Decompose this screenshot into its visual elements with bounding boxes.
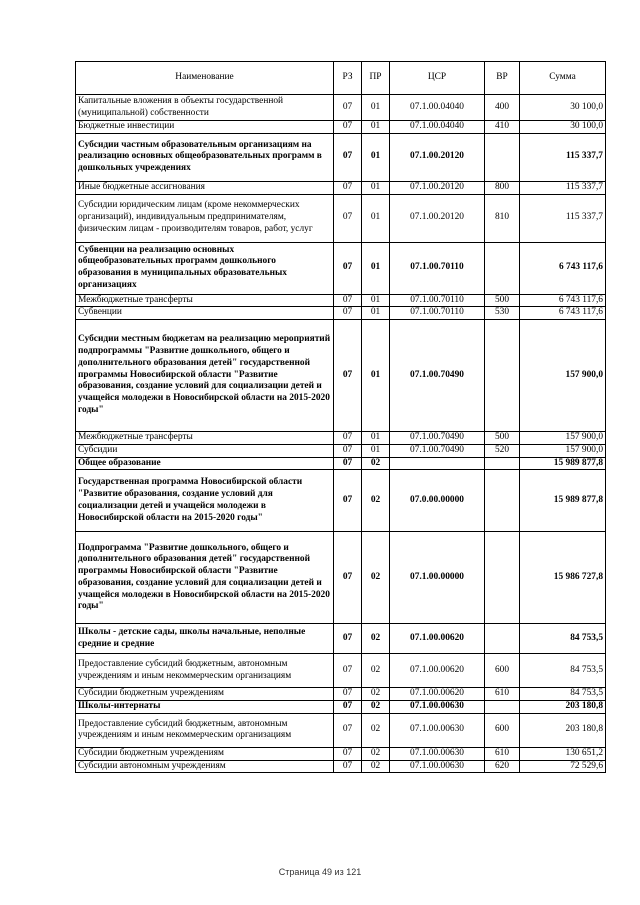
cell-pr: 01	[362, 444, 390, 457]
cell-sum: 203 180,8	[520, 713, 606, 747]
cell-pr: 01	[362, 320, 390, 432]
cell-name: Предоставление субсидий бюджетным, автономным учреждениям и иным некоммерческим организациям	[76, 654, 334, 688]
table-row	[76, 320, 606, 432]
cell-pr: 02	[362, 532, 390, 624]
cell-name: Бюджетные инвестиции	[76, 121, 334, 134]
cell-vr	[485, 457, 520, 470]
cell-name: Субсидии	[76, 444, 334, 457]
cell-name: Субсидии юридическим лицам (кроме некоммерческих организаций), индивидуальным предпринимателям, физическим лицам - производителям товаров, работ, услуг	[76, 194, 334, 242]
cell-sum: 30 100,0	[520, 95, 606, 121]
cell-sum: 115 337,7	[520, 181, 606, 194]
cell-name: Субвенции	[76, 307, 334, 320]
cell-sum: 115 337,7	[520, 133, 606, 181]
cell-name: Субсидии бюджетным учреждениям	[76, 688, 334, 701]
cell-pr: 02	[362, 701, 390, 714]
cell-csr: 07.1.00.00630	[390, 747, 485, 760]
cell-csr: 07.1.00.70490	[390, 432, 485, 445]
header-name: Наименование	[76, 62, 334, 95]
cell-rz: 07	[334, 654, 362, 688]
cell-sum: 15 986 727,8	[520, 532, 606, 624]
cell-name: Субсидии местным бюджетам на реализацию мероприятий подпрограммы "Развитие дошкольного, общего и дополнительного образования детей" государственной программы Новосибирской области "Развитие образования, создание условий для социализации детей и учащейся молодежи в Новосибирской области на 2015-2020 годы"	[76, 320, 334, 432]
cell-sum: 6 743 117,6	[520, 307, 606, 320]
table-row	[76, 194, 606, 242]
cell-sum: 84 753,5	[520, 624, 606, 654]
cell-pr: 01	[362, 307, 390, 320]
cell-pr: 01	[362, 194, 390, 242]
cell-rz: 07	[334, 532, 362, 624]
table-row	[76, 701, 606, 714]
table-row	[76, 121, 606, 134]
cell-pr: 02	[362, 457, 390, 470]
cell-vr: 600	[485, 713, 520, 747]
cell-name: Субсидии частным образовательным организациям на реализацию основных общеобразовательных программ в дошкольных учреждениях	[76, 133, 334, 181]
cell-sum: 130 651,2	[520, 747, 606, 760]
header-vr: ВР	[485, 62, 520, 95]
cell-rz: 07	[334, 624, 362, 654]
table-row	[76, 444, 606, 457]
table-row	[76, 470, 606, 532]
cell-sum: 15 989 877,8	[520, 457, 606, 470]
cell-pr: 01	[362, 294, 390, 307]
cell-vr: 620	[485, 760, 520, 773]
cell-pr: 02	[362, 688, 390, 701]
cell-name: Субвенции на реализацию основных общеобразовательных программ дошкольного образования в муниципальных образовательных организациях	[76, 242, 334, 294]
cell-rz: 07	[334, 294, 362, 307]
table-row	[76, 181, 606, 194]
cell-vr	[485, 624, 520, 654]
cell-sum: 157 900,0	[520, 320, 606, 432]
cell-csr: 07.0.00.00000	[390, 470, 485, 532]
cell-sum: 115 337,7	[520, 194, 606, 242]
cell-vr: 610	[485, 747, 520, 760]
cell-csr: 07.1.00.00630	[390, 760, 485, 773]
cell-sum: 6 743 117,6	[520, 242, 606, 294]
cell-csr: 07.1.00.00620	[390, 654, 485, 688]
cell-vr	[485, 532, 520, 624]
table-row	[76, 133, 606, 181]
cell-vr	[485, 320, 520, 432]
cell-csr: 07.1.00.04040	[390, 121, 485, 134]
cell-rz: 07	[334, 760, 362, 773]
cell-sum: 72 529,6	[520, 760, 606, 773]
cell-csr: 07.1.00.70110	[390, 294, 485, 307]
table-row	[76, 713, 606, 747]
cell-name: Школы-интернаты	[76, 701, 334, 714]
cell-vr: 800	[485, 181, 520, 194]
cell-rz: 07	[334, 133, 362, 181]
header-sum: Сумма	[520, 62, 606, 95]
cell-csr: 07.1.00.20120	[390, 194, 485, 242]
cell-rz: 07	[334, 181, 362, 194]
cell-csr: 07.1.00.70110	[390, 242, 485, 294]
cell-vr	[485, 133, 520, 181]
cell-name: Межбюджетные трансферты	[76, 294, 334, 307]
cell-csr: 07.1.00.70490	[390, 320, 485, 432]
cell-rz: 07	[334, 457, 362, 470]
cell-rz: 07	[334, 242, 362, 294]
cell-sum: 203 180,8	[520, 701, 606, 714]
cell-pr: 02	[362, 713, 390, 747]
cell-rz: 07	[334, 307, 362, 320]
cell-name: Предоставление субсидий бюджетным, автономным учреждениям и иным некоммерческим организациям	[76, 713, 334, 747]
cell-name: Иные бюджетные ассигнования	[76, 181, 334, 194]
cell-name: Государственная программа Новосибирской области "Развитие образования, создание условий для социализации детей и учащейся молодежи в Новосибирской области на 2015-2020 годы"	[76, 470, 334, 532]
cell-rz: 07	[334, 95, 362, 121]
cell-sum: 6 743 117,6	[520, 294, 606, 307]
cell-vr: 520	[485, 444, 520, 457]
cell-vr: 600	[485, 654, 520, 688]
cell-pr: 02	[362, 624, 390, 654]
cell-rz: 07	[334, 701, 362, 714]
cell-vr	[485, 701, 520, 714]
cell-csr: 07.1.00.04040	[390, 95, 485, 121]
cell-name: Межбюджетные трансферты	[76, 432, 334, 445]
cell-pr: 01	[362, 121, 390, 134]
cell-csr: 07.1.00.20120	[390, 133, 485, 181]
cell-pr: 01	[362, 242, 390, 294]
cell-rz: 07	[334, 432, 362, 445]
cell-rz: 07	[334, 121, 362, 134]
cell-name: Субсидии бюджетным учреждениям	[76, 747, 334, 760]
header-rz: РЗ	[334, 62, 362, 95]
cell-pr: 02	[362, 470, 390, 532]
cell-vr: 500	[485, 432, 520, 445]
header-csr: ЦСР	[390, 62, 485, 95]
table-row	[76, 532, 606, 624]
table-row	[76, 95, 606, 121]
cell-sum: 84 753,5	[520, 688, 606, 701]
cell-csr: 07.1.00.00630	[390, 701, 485, 714]
cell-csr: 07.1.00.70490	[390, 444, 485, 457]
cell-vr	[485, 470, 520, 532]
cell-pr: 01	[362, 432, 390, 445]
cell-rz: 07	[334, 713, 362, 747]
cell-pr: 01	[362, 181, 390, 194]
header-pr: ПР	[362, 62, 390, 95]
cell-vr: 410	[485, 121, 520, 134]
table-header-row	[76, 62, 606, 95]
table-row	[76, 688, 606, 701]
cell-vr: 530	[485, 307, 520, 320]
cell-csr	[390, 457, 485, 470]
cell-csr: 07.1.00.00620	[390, 624, 485, 654]
cell-csr: 07.1.00.70110	[390, 307, 485, 320]
cell-rz: 07	[334, 747, 362, 760]
cell-pr: 02	[362, 760, 390, 773]
cell-pr: 01	[362, 95, 390, 121]
cell-name: Подпрограмма "Развитие дошкольного, общего и дополнительного образования детей" государственной программы Новосибирской области "Развитие образования, создание условий для социализации детей и учащейся молодежи в Новосибирской области на 2015-2020 годы"	[76, 532, 334, 624]
cell-sum: 157 900,0	[520, 444, 606, 457]
cell-rz: 07	[334, 320, 362, 432]
cell-sum: 15 989 877,8	[520, 470, 606, 532]
cell-vr: 810	[485, 194, 520, 242]
cell-rz: 07	[334, 470, 362, 532]
cell-name: Субсидии автономным учреждениям	[76, 760, 334, 773]
cell-pr: 02	[362, 747, 390, 760]
cell-rz: 07	[334, 194, 362, 242]
cell-csr: 07.1.00.00620	[390, 688, 485, 701]
table-row	[76, 307, 606, 320]
cell-sum: 30 100,0	[520, 121, 606, 134]
cell-rz: 07	[334, 444, 362, 457]
cell-csr: 07.1.00.20120	[390, 181, 485, 194]
cell-vr: 400	[485, 95, 520, 121]
table-row	[76, 432, 606, 445]
cell-name: Капитальные вложения в объекты государственной (муниципальной) собственности	[76, 95, 334, 121]
table-row	[76, 242, 606, 294]
cell-csr: 07.1.00.00630	[390, 713, 485, 747]
cell-vr: 610	[485, 688, 520, 701]
cell-pr: 02	[362, 654, 390, 688]
cell-name: Школы - детские сады, школы начальные, неполные средние и средние	[76, 624, 334, 654]
table-row	[76, 294, 606, 307]
cell-csr: 07.1.00.00000	[390, 532, 485, 624]
cell-vr	[485, 242, 520, 294]
cell-pr: 01	[362, 133, 390, 181]
cell-name: Общее образование	[76, 457, 334, 470]
budget-table	[75, 61, 606, 773]
page-footer: Страница 49 из 121	[278, 867, 362, 877]
table-row	[76, 457, 606, 470]
cell-rz: 07	[334, 688, 362, 701]
cell-sum: 157 900,0	[520, 432, 606, 445]
table-row	[76, 624, 606, 654]
table-row	[76, 760, 606, 773]
table-row	[76, 654, 606, 688]
cell-sum: 84 753,5	[520, 654, 606, 688]
table-row	[76, 747, 606, 760]
cell-vr: 500	[485, 294, 520, 307]
